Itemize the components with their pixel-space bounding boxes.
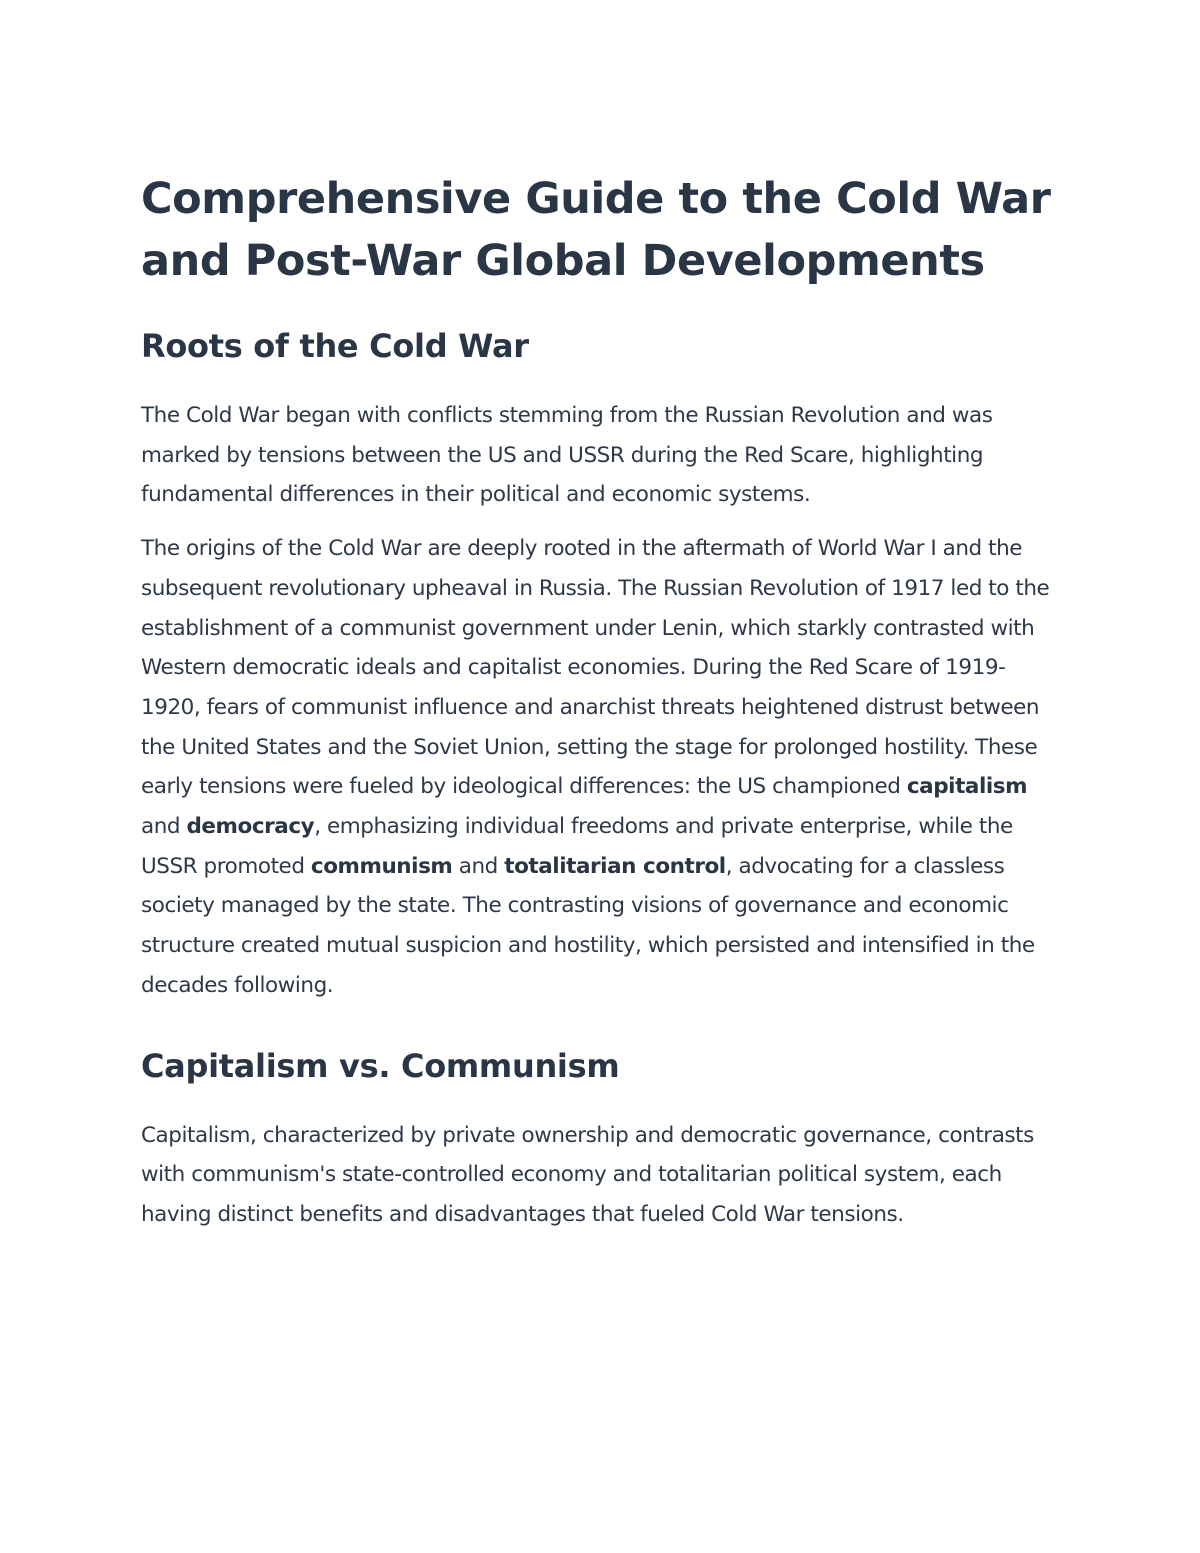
bold-term-totalitarian-control: totalitarian control bbox=[504, 853, 726, 879]
section-heading-roots: Roots of the Cold War bbox=[141, 327, 529, 365]
section-summary-roots: The Cold War began with conflicts stemming from the Russian Revolution and was marked by tensions between the US and USSR during the Red Scare, highlighting fundamental differences in their political and economic systems. bbox=[141, 403, 993, 508]
bold-term-capitalism: capitalism bbox=[906, 774, 1028, 800]
document-title: Comprehensive Guide to the Cold War and Post-War Global Developments bbox=[141, 174, 1051, 286]
section-body-roots bbox=[141, 529, 1056, 1005]
bold-term-democracy: democracy bbox=[186, 814, 315, 840]
body-text: The origins of the Cold War are deeply rooted in the aftermath of World War I and the subsequent revolutionary upheaval in Russia. The Russian Revolution of 1917 led to the establishment of a communist government under Lenin, which starkly contrasted with Western democratic ideals and capitalist economies. During the Red Scare of 1919-1920, fears of communist influence and anarchist threats heightened distrust between the United States and the Soviet Union, setting the stage for prolonged hostility. These early tensions were fueled by ideological differences: the US championed bbox=[141, 536, 1050, 800]
section-heading-capitalism-vs-communism: Capitalism vs. Communism bbox=[141, 1046, 620, 1085]
section-summary-capitalism-vs-communism: Capitalism, characterized by private ownership and democratic governance, contrasts with communism's state-controlled economy and totalitarian political system, each having distinct benefits and disadvantages that fueled Cold War tensions. bbox=[141, 1122, 1034, 1227]
body-text: and bbox=[141, 814, 187, 840]
body-text: and bbox=[452, 853, 505, 879]
bold-term-communism: communism bbox=[310, 853, 453, 879]
body-text: , advocating for a classless society managed by the state. The contrasting visions of governance and economic structure created mutual suspicion and hostility, which persisted and intensified in the decades following. bbox=[141, 853, 1035, 998]
document-page bbox=[141, 168, 1056, 1235]
body-text: , emphasizing individual freedoms and private enterprise, while the USSR promoted bbox=[141, 814, 1013, 879]
